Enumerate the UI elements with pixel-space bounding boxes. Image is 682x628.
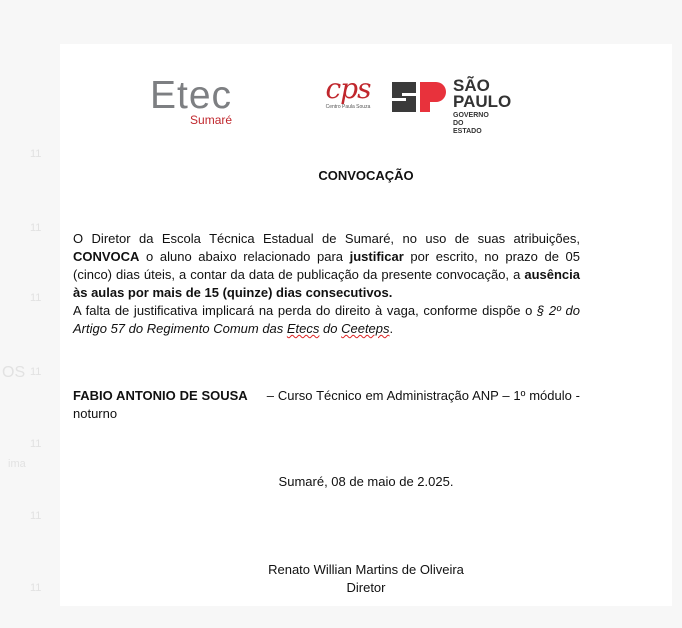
document-date: Sumaré, 08 de maio de 2.025. [278,474,454,489]
signatory-role: Diretor [346,580,386,595]
background-label: 11 [30,366,42,378]
student-course: – Curso Técnico em Administração ANP – 1º módulo - noturno [73,388,581,421]
cps-logo [318,74,378,110]
text-run: A falta de justificativa implicará na perda do direito à vaga, conforme dispõe o [73,303,538,318]
header-logos [60,74,672,134]
text-run-bold: ausência às aulas por mais de 15 (quinze) dias consecutivos. [73,267,580,300]
etec-logo [150,76,232,127]
sao-paulo-wordmark [453,78,511,110]
background-label: 11 [30,582,42,594]
background-label: 11 [30,438,42,450]
convocation-paragraph [73,230,580,302]
text-run-bold: justificar [349,249,404,264]
sao-paulo-line1: SÃO [453,76,490,95]
background-label: 11 [30,222,42,234]
background-label: OS [2,364,26,381]
text-run: . [389,321,394,336]
convocation-body [73,230,580,338]
signature-block [60,561,672,597]
text-run-italic: § 2º do Artigo 57 do Regimento Comum das [73,303,580,336]
text-run-italic: do [319,321,342,336]
student-entry [73,387,580,423]
text-run-bold: CONVOCA [73,249,140,264]
governo-do-estado-label [453,112,489,136]
cps-logo-text: cps [325,72,371,105]
background-label: ima [8,458,26,470]
etec-logo-text: Etec [150,74,233,117]
cps-logo-subtitle: Centro Paula Souza [325,104,371,110]
text-run: por escrito, no prazo de 05 (cinco) dias úteis, a contar da data de publicação da presente convocação, a [73,249,580,282]
student-name: FABIO ANTONIO DE SOUSA [73,388,248,403]
sao-paulo-emblem-icon [390,80,448,114]
signatory-name: Renato Willian Martins de Oliveira [268,562,464,577]
spellcheck-word: Etecs [286,321,320,336]
background-label: 11 [30,148,42,160]
text-run: O Diretor da Escola Técnica Estadual de Sumaré, no uso de suas atribuições, [73,231,580,246]
spellcheck-word: Ceeteps [341,321,390,336]
background-label: 11 [30,510,42,522]
background-label: 11 [30,292,42,304]
governo-line2: DO ESTADO [453,120,482,135]
penalty-paragraph [73,302,580,338]
etec-logo-city: Sumaré [190,113,233,127]
governo-line1: GOVERNO [453,112,489,119]
document-title: CONVOCAÇÃO [318,168,414,183]
sao-paulo-line2: PAULO [453,92,512,111]
document-page [60,44,672,606]
text-run: o aluno abaixo relacionado para [139,249,350,264]
